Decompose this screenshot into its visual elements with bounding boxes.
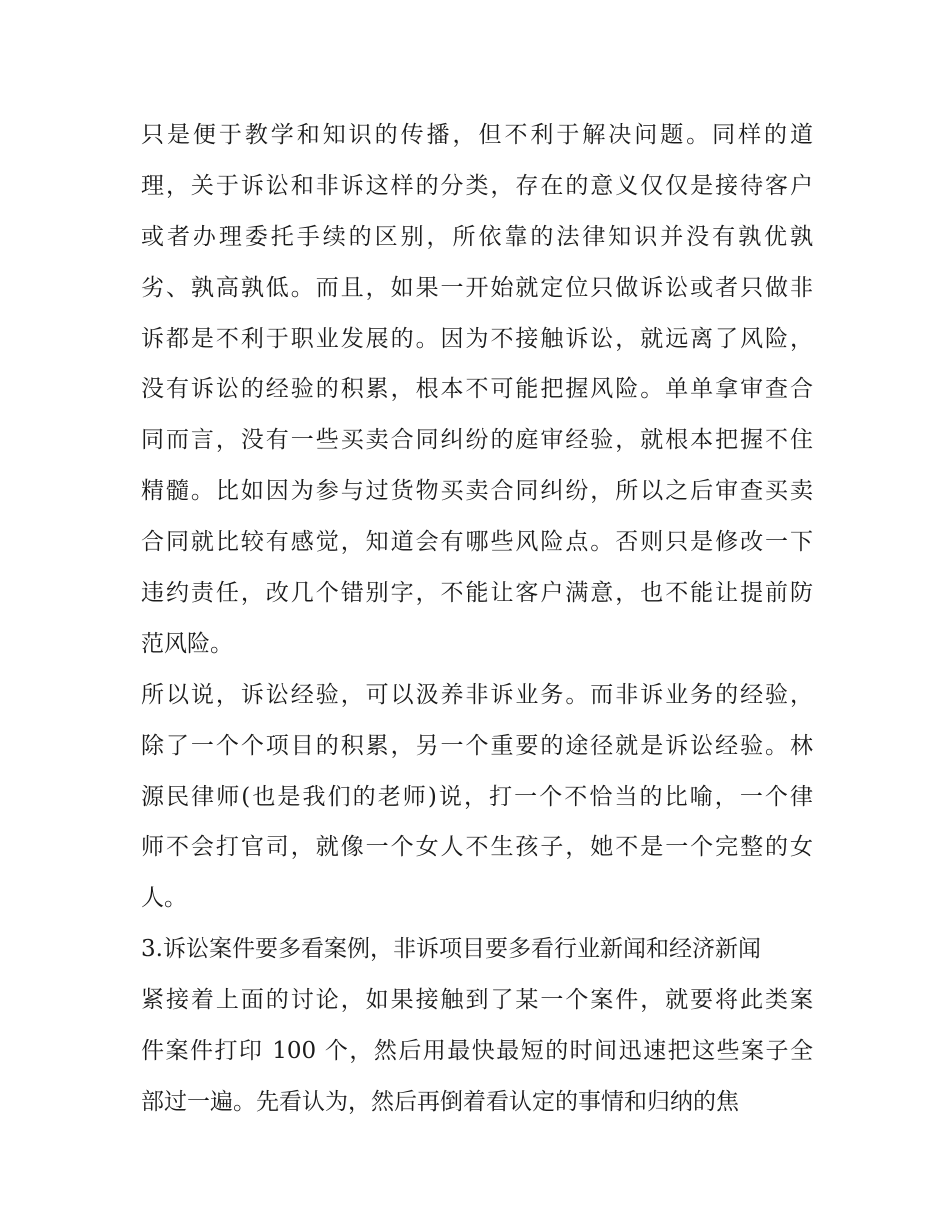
text-line: 件案件打印 100 个，然后用最快最短的时间迅速把这些案子全 [141, 1038, 813, 1065]
heading-text: 3.诉讼案件要多看案例，非诉项目要多看行业新闻和经济新闻 [141, 936, 761, 963]
text-line: 精髓。比如因为参与过货物买卖合同纠纷，所以之后审查买卖 [141, 478, 813, 505]
text-line: 部过一遍。先看认为，然后再倒着看认定的事情和归纳的焦 [141, 1088, 739, 1115]
paragraph-1 [141, 110, 813, 670]
paragraph-3 [141, 975, 813, 1128]
text-line: 合同就比较有感觉，知道会有哪些风险点。否则只是修改一下 [141, 529, 813, 556]
text-line: 除了一个个项目的积累，另一个重要的途径就是诉讼经验。林 [141, 732, 813, 759]
text-line: 或者办理委托手续的区别，所依靠的法律知识并没有孰优孰 [141, 223, 813, 250]
text-line: 所以说，诉讼经验，可以汲养非诉业务。而非诉业务的经验， [141, 681, 813, 708]
text-line: 诉都是不利于职业发展的。因为不接触诉讼，就远离了风险， [141, 325, 813, 352]
text-line: 师不会打官司，就像一个女人不生孩子，她不是一个完整的女 [141, 834, 813, 861]
text-line: 理，关于诉讼和非诉这样的分类，存在的意义仅仅是接待客户 [141, 172, 813, 199]
text-line: 源民律师(也是我们的老师)说，打一个不恰当的比喻，一个律 [141, 783, 813, 810]
text-line: 没有诉讼的经验的积累，根本不可能把握风险。单单拿审查合 [141, 376, 813, 403]
text-line: 只是便于教学和知识的传播，但不利于解决问题。同样的道 [141, 122, 813, 148]
text-line: 劣、孰高孰低。而且，如果一开始就定位只做诉讼或者只做非 [141, 274, 813, 301]
text-line: 范风险。 [141, 630, 233, 657]
text-line: 紧接着上面的讨论，如果接触到了某一个案件，就要将此类案 [141, 987, 813, 1014]
text-line: 同而言，没有一些买卖合同纠纷的庭审经验，就根本把握不住 [141, 427, 813, 454]
section-heading [141, 924, 813, 975]
paragraph-2 [141, 670, 813, 924]
text-line: 人。 [141, 885, 187, 912]
document-body [141, 110, 813, 1128]
text-line: 违约责任，改几个错别字，不能让客户满意，也不能让提前防 [141, 580, 813, 607]
